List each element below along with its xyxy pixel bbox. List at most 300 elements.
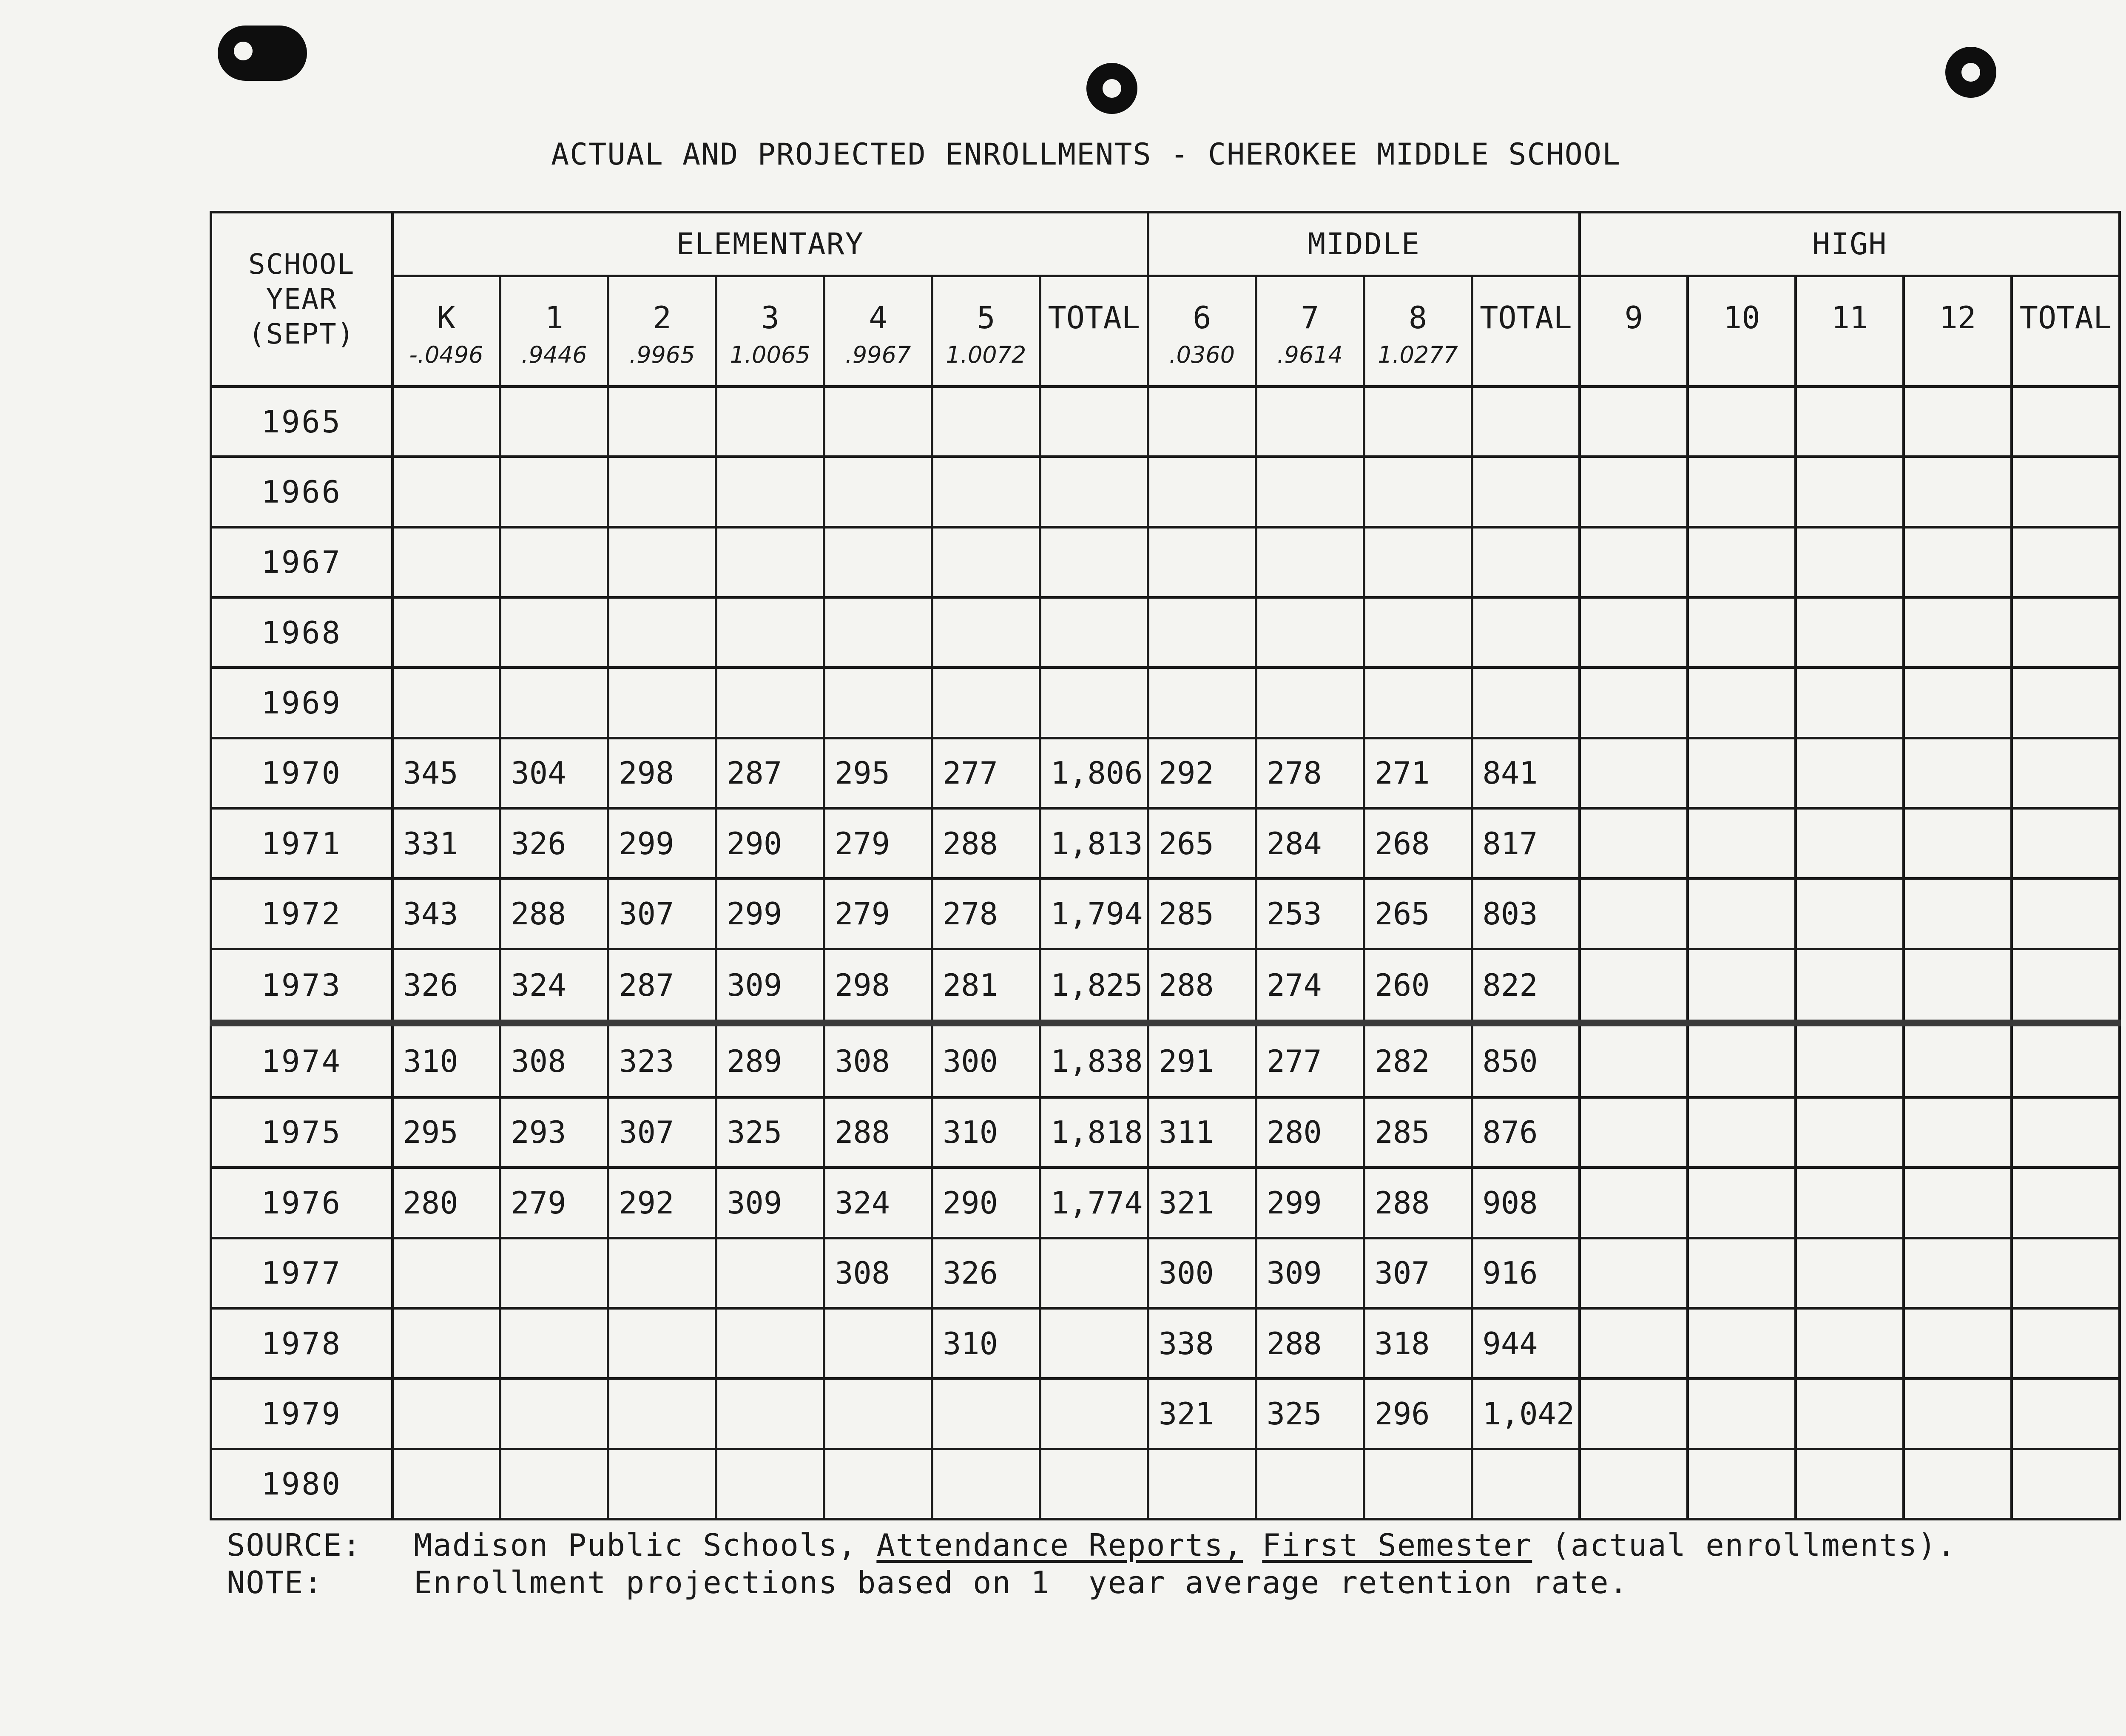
enrollment-cell: [716, 386, 824, 457]
enrollment-cell: [1256, 527, 1364, 597]
enrollment-cell: [1688, 1238, 1796, 1308]
column-header: 12: [1904, 276, 2012, 340]
enrollment-cell: [1040, 1449, 1148, 1519]
enrollment-cell: [824, 1308, 932, 1378]
school-year-cell: 1965: [211, 386, 392, 457]
enrollment-cell: [1580, 738, 1688, 808]
enrollment-cell: [2012, 597, 2120, 668]
table-row: [211, 808, 2120, 878]
enrollment-cell: 321: [1148, 1168, 1256, 1238]
enrollment-cell: [1580, 1168, 1688, 1238]
enrollment-cell: [392, 386, 500, 457]
enrollment-cell: 1,825: [1040, 949, 1148, 1023]
school-year-cell: 1970: [211, 738, 392, 808]
enrollment-cell: 299: [716, 878, 824, 949]
enrollment-cell: [1580, 878, 1688, 949]
column-header: 3: [716, 276, 824, 340]
enrollment-cell: [1580, 808, 1688, 878]
enrollment-cell: [608, 1308, 716, 1378]
enrollment-cell: [716, 1238, 824, 1308]
enrollment-cell: 290: [932, 1168, 1040, 1238]
enrollment-cell: [392, 457, 500, 527]
enrollment-cell: [1040, 1378, 1148, 1449]
enrollment-cell: [2012, 738, 2120, 808]
table-row: [211, 668, 2120, 738]
enrollment-cell: 1,042: [1472, 1378, 1580, 1449]
school-year-cell: 1978: [211, 1308, 392, 1378]
enrollment-cell: [1796, 1308, 1904, 1378]
school-year-cell: 1973: [211, 949, 392, 1023]
enrollment-cell: 308: [500, 1023, 608, 1097]
punch-hole-center: [1086, 63, 1137, 114]
school-year-cell: 1976: [211, 1168, 392, 1238]
enrollment-cell: [1580, 1097, 1688, 1168]
retention-rate: [1688, 340, 1796, 386]
enrollment-cell: [1688, 668, 1796, 738]
enrollment-cell: [824, 386, 932, 457]
school-year-cell: 1966: [211, 457, 392, 527]
source-line: [227, 1527, 1956, 1563]
enrollment-cell: 288: [500, 878, 608, 949]
enrollment-cell: [1040, 1238, 1148, 1308]
enrollment-cell: [500, 668, 608, 738]
school-year-header: SCHOOL YEAR (SEPT): [211, 212, 392, 386]
enrollment-cell: [1688, 1449, 1796, 1519]
enrollment-cell: [2012, 386, 2120, 457]
enrollment-cell: [1688, 878, 1796, 949]
enrollment-cell: 944: [1472, 1308, 1580, 1378]
enrollment-cell: [932, 386, 1040, 457]
enrollment-cell: [1796, 597, 1904, 668]
enrollment-cell: [1580, 1308, 1688, 1378]
enrollment-cell: 309: [1256, 1238, 1364, 1308]
enrollment-cell: [1688, 1168, 1796, 1238]
enrollment-cell: 299: [1256, 1168, 1364, 1238]
table-row: [211, 1308, 2120, 1378]
school-year-cell: 1979: [211, 1378, 392, 1449]
enrollment-cell: [2012, 1449, 2120, 1519]
enrollment-cell: [500, 1378, 608, 1449]
enrollment-cell: 343: [392, 878, 500, 949]
enrollment-cell: [1796, 668, 1904, 738]
table-row: [211, 878, 2120, 949]
table-row: [211, 949, 2120, 1023]
enrollment-cell: [1688, 1308, 1796, 1378]
enrollment-cell: [2012, 1378, 2120, 1449]
school-year-cell: 1977: [211, 1238, 392, 1308]
enrollment-cell: [500, 527, 608, 597]
column-header: 4: [824, 276, 932, 340]
enrollment-cell: [1580, 949, 1688, 1023]
retention-rate: .9967: [824, 340, 932, 386]
enrollment-cell: 289: [716, 1023, 824, 1097]
enrollment-cell: 279: [824, 878, 932, 949]
column-header: 7: [1256, 276, 1364, 340]
enrollment-cell: [1904, 527, 2012, 597]
school-year-cell: 1969: [211, 668, 392, 738]
enrollment-cell: [824, 1378, 932, 1449]
enrollment-cell: [1688, 1023, 1796, 1097]
enrollment-cell: [1472, 597, 1580, 668]
enrollment-cell: 309: [716, 949, 824, 1023]
enrollment-cell: 308: [824, 1238, 932, 1308]
enrollment-cell: [1364, 527, 1472, 597]
enrollment-cell: [1040, 457, 1148, 527]
enrollment-cell: [2012, 1023, 2120, 1097]
enrollment-cell: 817: [1472, 808, 1580, 878]
enrollment-cell: 326: [932, 1238, 1040, 1308]
enrollment-cell: [1256, 386, 1364, 457]
column-header: 2: [608, 276, 716, 340]
enrollment-cell: 1,813: [1040, 808, 1148, 878]
enrollment-cell: [824, 457, 932, 527]
retention-rate: -.0496: [392, 340, 500, 386]
enrollment-cell: [932, 1449, 1040, 1519]
enrollment-cell: 331: [392, 808, 500, 878]
enrollment-cell: [500, 457, 608, 527]
enrollment-cell: [1904, 1449, 2012, 1519]
enrollment-cell: [1580, 457, 1688, 527]
enrollment-cell: [932, 527, 1040, 597]
note-label: NOTE:: [227, 1565, 323, 1600]
enrollment-cell: 323: [608, 1023, 716, 1097]
enrollment-cell: [1796, 1238, 1904, 1308]
enrollment-cell: 876: [1472, 1097, 1580, 1168]
enrollment-cell: 293: [500, 1097, 608, 1168]
enrollment-cell: [1796, 1449, 1904, 1519]
enrollment-cell: 822: [1472, 949, 1580, 1023]
enrollment-cell: 278: [932, 878, 1040, 949]
enrollment-cell: 324: [824, 1168, 932, 1238]
note-line: [227, 1565, 1629, 1600]
enrollment-cell: [1364, 1449, 1472, 1519]
elementary-group-header: ELEMENTARY: [392, 212, 1148, 276]
enrollment-cell: [1796, 1378, 1904, 1449]
enrollment-cell: 298: [824, 949, 932, 1023]
source-suffix: (actual enrollments).: [1551, 1527, 1956, 1563]
enrollment-cell: 280: [1256, 1097, 1364, 1168]
retention-rate: .0360: [1148, 340, 1256, 386]
enrollment-cell: 300: [1148, 1238, 1256, 1308]
column-header: 9: [1580, 276, 1688, 340]
enrollment-cell: [1688, 949, 1796, 1023]
enrollment-cell: [2012, 1097, 2120, 1168]
enrollment-cell: 288: [824, 1097, 932, 1168]
enrollment-cell: [1040, 527, 1148, 597]
enrollment-cell: [500, 1449, 608, 1519]
table-row: [211, 738, 2120, 808]
column-header: TOTAL: [2012, 276, 2120, 340]
enrollment-cell: 292: [608, 1168, 716, 1238]
enrollment-cell: [608, 386, 716, 457]
column-header: 8: [1364, 276, 1472, 340]
enrollment-cell: [392, 1449, 500, 1519]
column-header: 5: [932, 276, 1040, 340]
school-year-cell: 1975: [211, 1097, 392, 1168]
enrollment-cell: 324: [500, 949, 608, 1023]
enrollment-cell: [1040, 668, 1148, 738]
enrollment-cell: 318: [1364, 1308, 1472, 1378]
enrollment-cell: [1580, 668, 1688, 738]
enrollment-cell: 298: [608, 738, 716, 808]
enrollment-cell: 253: [1256, 878, 1364, 949]
enrollment-cell: 288: [932, 808, 1040, 878]
enrollment-cell: [1904, 1097, 2012, 1168]
enrollment-cell: [824, 1449, 932, 1519]
enrollment-cell: [932, 668, 1040, 738]
enrollment-cell: [1580, 1023, 1688, 1097]
table-row: [211, 1097, 2120, 1168]
enrollment-cell: [2012, 457, 2120, 527]
enrollment-cell: 282: [1364, 1023, 1472, 1097]
enrollment-cell: [608, 457, 716, 527]
table-row: [211, 457, 2120, 527]
enrollment-cell: [1796, 457, 1904, 527]
enrollment-cell: [1148, 527, 1256, 597]
enrollment-cell: 310: [932, 1308, 1040, 1378]
source-prefix: Madison Public Schools,: [414, 1527, 857, 1563]
enrollment-cell: [608, 1449, 716, 1519]
table-row: [211, 1168, 2120, 1238]
enrollment-cell: [1148, 457, 1256, 527]
enrollment-cell: 1,774: [1040, 1168, 1148, 1238]
enrollment-cell: 279: [824, 808, 932, 878]
enrollment-cell: [932, 457, 1040, 527]
column-header: 10: [1688, 276, 1796, 340]
enrollment-cell: 916: [1472, 1238, 1580, 1308]
table-row: [211, 1023, 2120, 1097]
enrollment-cell: [1688, 597, 1796, 668]
enrollment-cell: 304: [500, 738, 608, 808]
enrollment-cell: [608, 668, 716, 738]
retention-rate: 1.0277: [1364, 340, 1472, 386]
enrollment-cell: 307: [608, 1097, 716, 1168]
enrollment-cell: 288: [1256, 1308, 1364, 1378]
page-title: ACTUAL AND PROJECTED ENROLLMENTS - CHEROKEE MIDDLE SCHOOL: [551, 137, 1621, 172]
enrollment-cell: [1688, 808, 1796, 878]
enrollment-cell: [1256, 668, 1364, 738]
retention-rate: .9446: [500, 340, 608, 386]
enrollment-cell: [1580, 1238, 1688, 1308]
enrollment-cell: [392, 597, 500, 668]
enrollment-cell: [1796, 808, 1904, 878]
enrollment-cell: [392, 1238, 500, 1308]
enrollment-cell: 290: [716, 808, 824, 878]
enrollment-cell: [1904, 597, 2012, 668]
enrollment-cell: [1148, 386, 1256, 457]
note-text: Enrollment projections based on 1 year average retention rate.: [414, 1565, 1629, 1600]
enrollment-cell: 310: [932, 1097, 1040, 1168]
enrollment-cell: [1580, 527, 1688, 597]
retention-rate: [2012, 340, 2120, 386]
enrollment-cell: [1796, 949, 1904, 1023]
enrollment-cell: 296: [1364, 1378, 1472, 1449]
enrollment-cell: 295: [824, 738, 932, 808]
enrollment-cell: [1904, 668, 2012, 738]
enrollment-cell: [2012, 1238, 2120, 1308]
enrollment-cell: 292: [1148, 738, 1256, 808]
enrollment-cell: [1904, 738, 2012, 808]
school-year-cell: 1972: [211, 878, 392, 949]
enrollment-cell: 1,794: [1040, 878, 1148, 949]
enrollment-cell: [1904, 1168, 2012, 1238]
enrollment-cell: [500, 1238, 608, 1308]
enrollment-cell: [824, 668, 932, 738]
enrollment-cell: 287: [716, 738, 824, 808]
retention-rate: .9965: [608, 340, 716, 386]
enrollment-cell: 274: [1256, 949, 1364, 1023]
enrollment-cell: [1688, 457, 1796, 527]
retention-rate: [1472, 340, 1580, 386]
enrollment-cell: 288: [1148, 949, 1256, 1023]
enrollment-cell: 295: [392, 1097, 500, 1168]
enrollment-cell: 310: [392, 1023, 500, 1097]
enrollment-cell: [1364, 668, 1472, 738]
enrollment-cell: [1904, 457, 2012, 527]
enrollment-cell: 285: [1148, 878, 1256, 949]
retention-rate: [1580, 340, 1688, 386]
enrollment-cell: [1148, 1449, 1256, 1519]
table-row: [211, 386, 2120, 457]
column-header: 1: [500, 276, 608, 340]
middle-group-header: MIDDLE: [1148, 212, 1580, 276]
enrollment-cell: [2012, 808, 2120, 878]
enrollment-cell: [1256, 597, 1364, 668]
enrollment-cell: 311: [1148, 1097, 1256, 1168]
enrollment-cell: [824, 527, 932, 597]
enrollment-cell: [2012, 527, 2120, 597]
enrollment-cell: [2012, 1168, 2120, 1238]
enrollment-cell: [716, 597, 824, 668]
enrollment-cell: [1148, 668, 1256, 738]
enrollment-cell: [1580, 1378, 1688, 1449]
retention-rate: .9614: [1256, 340, 1364, 386]
enrollment-cell: 285: [1364, 1097, 1472, 1168]
retention-rate: [1040, 340, 1148, 386]
enrollment-cell: 299: [608, 808, 716, 878]
column-header: TOTAL: [1472, 276, 1580, 340]
retention-rate: 1.0065: [716, 340, 824, 386]
table-row: [211, 597, 2120, 668]
enrollment-cell: 803: [1472, 878, 1580, 949]
enrollment-cell: [1688, 1097, 1796, 1168]
enrollment-cell: 265: [1364, 878, 1472, 949]
enrollment-cell: [1904, 386, 2012, 457]
enrollment-cell: 291: [1148, 1023, 1256, 1097]
column-header: K: [392, 276, 500, 340]
enrollment-cell: [1472, 457, 1580, 527]
enrollment-cell: [1904, 878, 2012, 949]
enrollment-cell: [824, 597, 932, 668]
enrollment-cell: [1580, 1449, 1688, 1519]
enrollment-cell: [716, 457, 824, 527]
enrollment-cell: [1796, 1023, 1904, 1097]
column-header: TOTAL: [1040, 276, 1148, 340]
enrollment-cell: [716, 527, 824, 597]
enrollment-cell: [1580, 386, 1688, 457]
enrollment-cell: [1040, 386, 1148, 457]
enrollment-cell: 307: [1364, 1238, 1472, 1308]
enrollment-cell: [1364, 386, 1472, 457]
enrollment-cell: 265: [1148, 808, 1256, 878]
enrollment-cell: [2012, 878, 2120, 949]
enrollment-cell: 321: [1148, 1378, 1256, 1449]
enrollment-cell: 287: [608, 949, 716, 1023]
enrollment-cell: 309: [716, 1168, 824, 1238]
enrollment-cell: 288: [1364, 1168, 1472, 1238]
enrollment-cell: 279: [500, 1168, 608, 1238]
enrollment-cell: [1904, 808, 2012, 878]
retention-rate: 1.0072: [932, 340, 1040, 386]
enrollment-cell: [1040, 1308, 1148, 1378]
enrollment-cell: 300: [932, 1023, 1040, 1097]
enrollment-cell: [392, 1308, 500, 1378]
enrollment-cell: [608, 527, 716, 597]
enrollment-cell: [1796, 878, 1904, 949]
enrollment-cell: [1364, 457, 1472, 527]
enrollment-cell: [1364, 597, 1472, 668]
retention-rate: [1904, 340, 2012, 386]
enrollment-cell: [1904, 1023, 2012, 1097]
enrollment-cell: [2012, 949, 2120, 1023]
punch-hole-right: [1945, 47, 1996, 98]
first-semester-title: First Semester: [1262, 1527, 1532, 1563]
enrollment-cell: [500, 597, 608, 668]
enrollment-cell: [392, 527, 500, 597]
enrollment-cell: [716, 1378, 824, 1449]
enrollment-cell: 326: [392, 949, 500, 1023]
enrollment-cell: 284: [1256, 808, 1364, 878]
attendance-reports-title: Attendance Reports,: [876, 1527, 1243, 1563]
enrollment-cell: 1,806: [1040, 738, 1148, 808]
enrollment-cell: [1904, 1238, 2012, 1308]
source-label: SOURCE:: [227, 1527, 362, 1563]
enrollment-cell: [1904, 1308, 2012, 1378]
table-row: [211, 1378, 2120, 1449]
school-year-cell: 1967: [211, 527, 392, 597]
enrollment-cell: [716, 1308, 824, 1378]
enrollment-table: [210, 211, 2121, 1520]
enrollment-cell: [1796, 1097, 1904, 1168]
enrollment-cell: [392, 1378, 500, 1449]
enrollment-cell: 271: [1364, 738, 1472, 808]
enrollment-cell: 908: [1472, 1168, 1580, 1238]
enrollment-cell: [608, 1238, 716, 1308]
enrollment-cell: 277: [932, 738, 1040, 808]
enrollment-cell: [500, 1308, 608, 1378]
enrollment-cell: 850: [1472, 1023, 1580, 1097]
enrollment-cell: 841: [1472, 738, 1580, 808]
enrollment-cell: 1,818: [1040, 1097, 1148, 1168]
enrollment-cell: [1472, 1449, 1580, 1519]
enrollment-cell: [932, 1378, 1040, 1449]
enrollment-cell: [1796, 386, 1904, 457]
enrollment-cell: [1256, 457, 1364, 527]
enrollment-cell: [1472, 527, 1580, 597]
table-row: [211, 527, 2120, 597]
school-year-cell: 1980: [211, 1449, 392, 1519]
enrollment-cell: [1148, 597, 1256, 668]
school-year-cell: 1974: [211, 1023, 392, 1097]
school-year-cell: 1968: [211, 597, 392, 668]
enrollment-cell: [1796, 738, 1904, 808]
enrollment-cell: [392, 668, 500, 738]
enrollment-cell: 268: [1364, 808, 1472, 878]
enrollment-cell: 1,838: [1040, 1023, 1148, 1097]
enrollment-cell: [608, 1378, 716, 1449]
enrollment-cell: [1796, 1168, 1904, 1238]
enrollment-cell: [1472, 668, 1580, 738]
